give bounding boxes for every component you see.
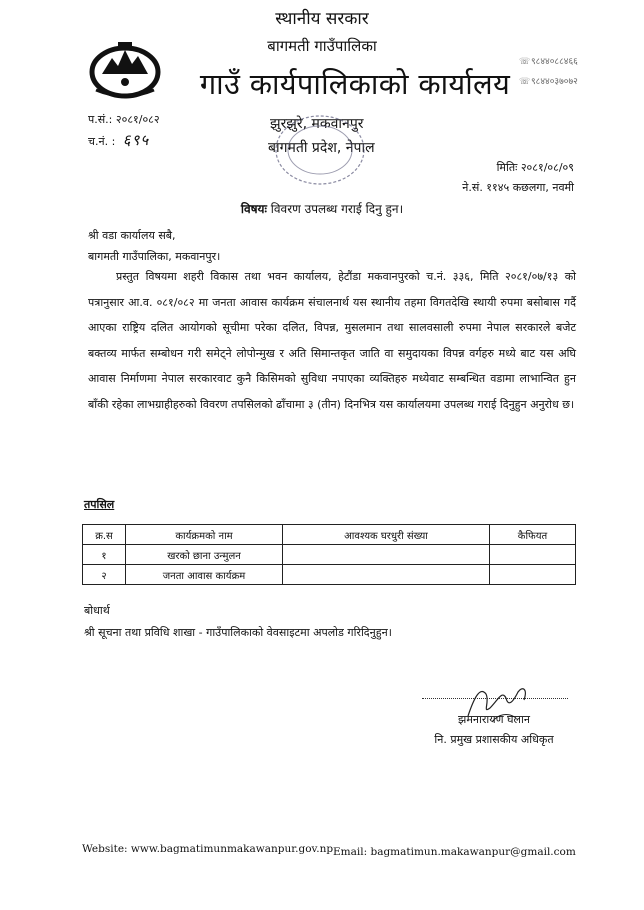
cell-household-count: [283, 565, 490, 585]
tapsil-heading: तपसिल: [84, 498, 115, 511]
office-province: बागमती प्रदेश, नेपाल: [268, 140, 375, 156]
subject-label: विषयः: [240, 202, 267, 216]
signatory-block: [424, 710, 564, 750]
phone-number-1: ९८४४०८८४६६: [531, 57, 578, 67]
phone-number-2: ९८४४०३७०७२: [531, 77, 578, 87]
office-address: झुरझुरे, मकवानपुर: [270, 116, 364, 132]
table-header-row: [83, 525, 576, 545]
addressee-line1: श्री वडा कार्यालय सबै,: [88, 229, 176, 242]
phone-icon: ☏: [519, 57, 531, 67]
table-row: [83, 545, 576, 565]
cell-program-name: जनता आवास कार्यक्रम: [126, 565, 283, 585]
date-block: [0, 158, 574, 198]
date-miti: मितिः २०८१/०८/०९: [496, 161, 574, 174]
phone-icon: ☏: [519, 77, 531, 87]
nepal-emblem-icon: [88, 38, 162, 100]
col-header-household-count: आवश्यक घरधुरी संख्या: [283, 525, 490, 545]
patra-sankhya: प.सं.: २०८१/०८२: [88, 113, 160, 126]
cc-label: बोधार्थ: [84, 604, 110, 617]
subject-line: [0, 200, 644, 217]
letterhead-line1: स्थानीय सरकार: [275, 9, 369, 29]
chalani-label: च.नं. :: [88, 135, 116, 148]
cell-sn: २: [83, 565, 126, 585]
letter-body: प्रस्तुत विषयमा शहरी विकास तथा भवन कार्यालय, हेटौंडा मकवानपुरको च.नं. ३३६, मिति २०८१/०७/१३ को पत्रानुसार आ.व. ०८१/०८२ मा जनता आवास कार्यक्रम संचालनार्थ यस स्थानीय तहमा विगतदेखि स्थायी रुपमा बसोबास गर्दै आएका राष्ट्रिय दलित आयोगको सूचीमा परेका दलित, विपन्न, मुसलमान तथा सालवसाली रुपमा नेपाल सरकारले बजेट बक्तव्य मार्फत सम्बोधन गरी समेट्ने लोपोन्मुख र अति सिमान्तकृत जाति वा समुदायका विपन्न वर्गहरु मध्ये बाट यस अघि आवास निर्माणमा नेपाल सरकारवाट कुनै किसिमको सुविधा नपाएका व्यक्तिहरु मध्येवाट सम्बन्धित वडामा लाभान्वित हुन बाँकी रहेका लाभग्राहीहरुको विवरण तपसिलको ढाँचामा ३ (तीन) दिनभित्र यस कार्यालयमा उपलब्ध गराई दिनुहुन अनुरोध छ।: [88, 270, 576, 411]
col-header-remarks: कैफियत: [490, 525, 576, 545]
cc-text: श्री सूचना तथा प्रविधि शाखा - गाउँपालिकाको वेवसाइटमा अपलोड गरिदिनुहुन।: [84, 626, 392, 639]
signatory-title: नि. प्रमुख प्रशासकीय अधिकृत: [434, 733, 554, 746]
cc-block: [84, 600, 392, 644]
cell-remarks: [490, 565, 576, 585]
cell-program-name: खरको छाना उन्मुलन: [126, 545, 283, 565]
office-title: गाउँ कार्यपालिकाको कार्यालय: [199, 67, 511, 101]
cell-remarks: [490, 545, 576, 565]
chalani-number: ६९५: [122, 131, 150, 149]
phone-line-1: [519, 52, 578, 72]
col-header-program-name: कार्यक्रमको नाम: [126, 525, 283, 545]
phone-numbers: [519, 52, 578, 92]
footer-email: Email: bagmatimun.makawanpur@gmail.com: [333, 846, 576, 858]
col-header-sn: क्र.स: [83, 525, 126, 545]
addressee-block: [88, 225, 220, 267]
cell-household-count: [283, 545, 490, 565]
subject-text: विवरण उपलब्ध गराई दिनु हुन।: [270, 202, 404, 216]
table-row: [83, 565, 576, 585]
chalani-number-row: [88, 130, 160, 152]
phone-line-2: [519, 72, 578, 92]
reference-block: [88, 110, 160, 152]
footer-website: Website: www.bagmatimunmakawanpur.gov.np: [82, 843, 334, 855]
signatory-name: झमनारायण घलान: [458, 713, 530, 726]
addressee-line2: बागमती गाउँपालिका, मकवानपुर।: [88, 250, 221, 263]
signature-line: [422, 698, 568, 699]
letterhead-line2: बागमती गाउँपालिका: [267, 37, 377, 55]
cell-sn: १: [83, 545, 126, 565]
program-table: [82, 524, 576, 585]
date-nepal-sambat: ने.सं. ११४५ कछलगा, नवमी: [462, 181, 574, 194]
